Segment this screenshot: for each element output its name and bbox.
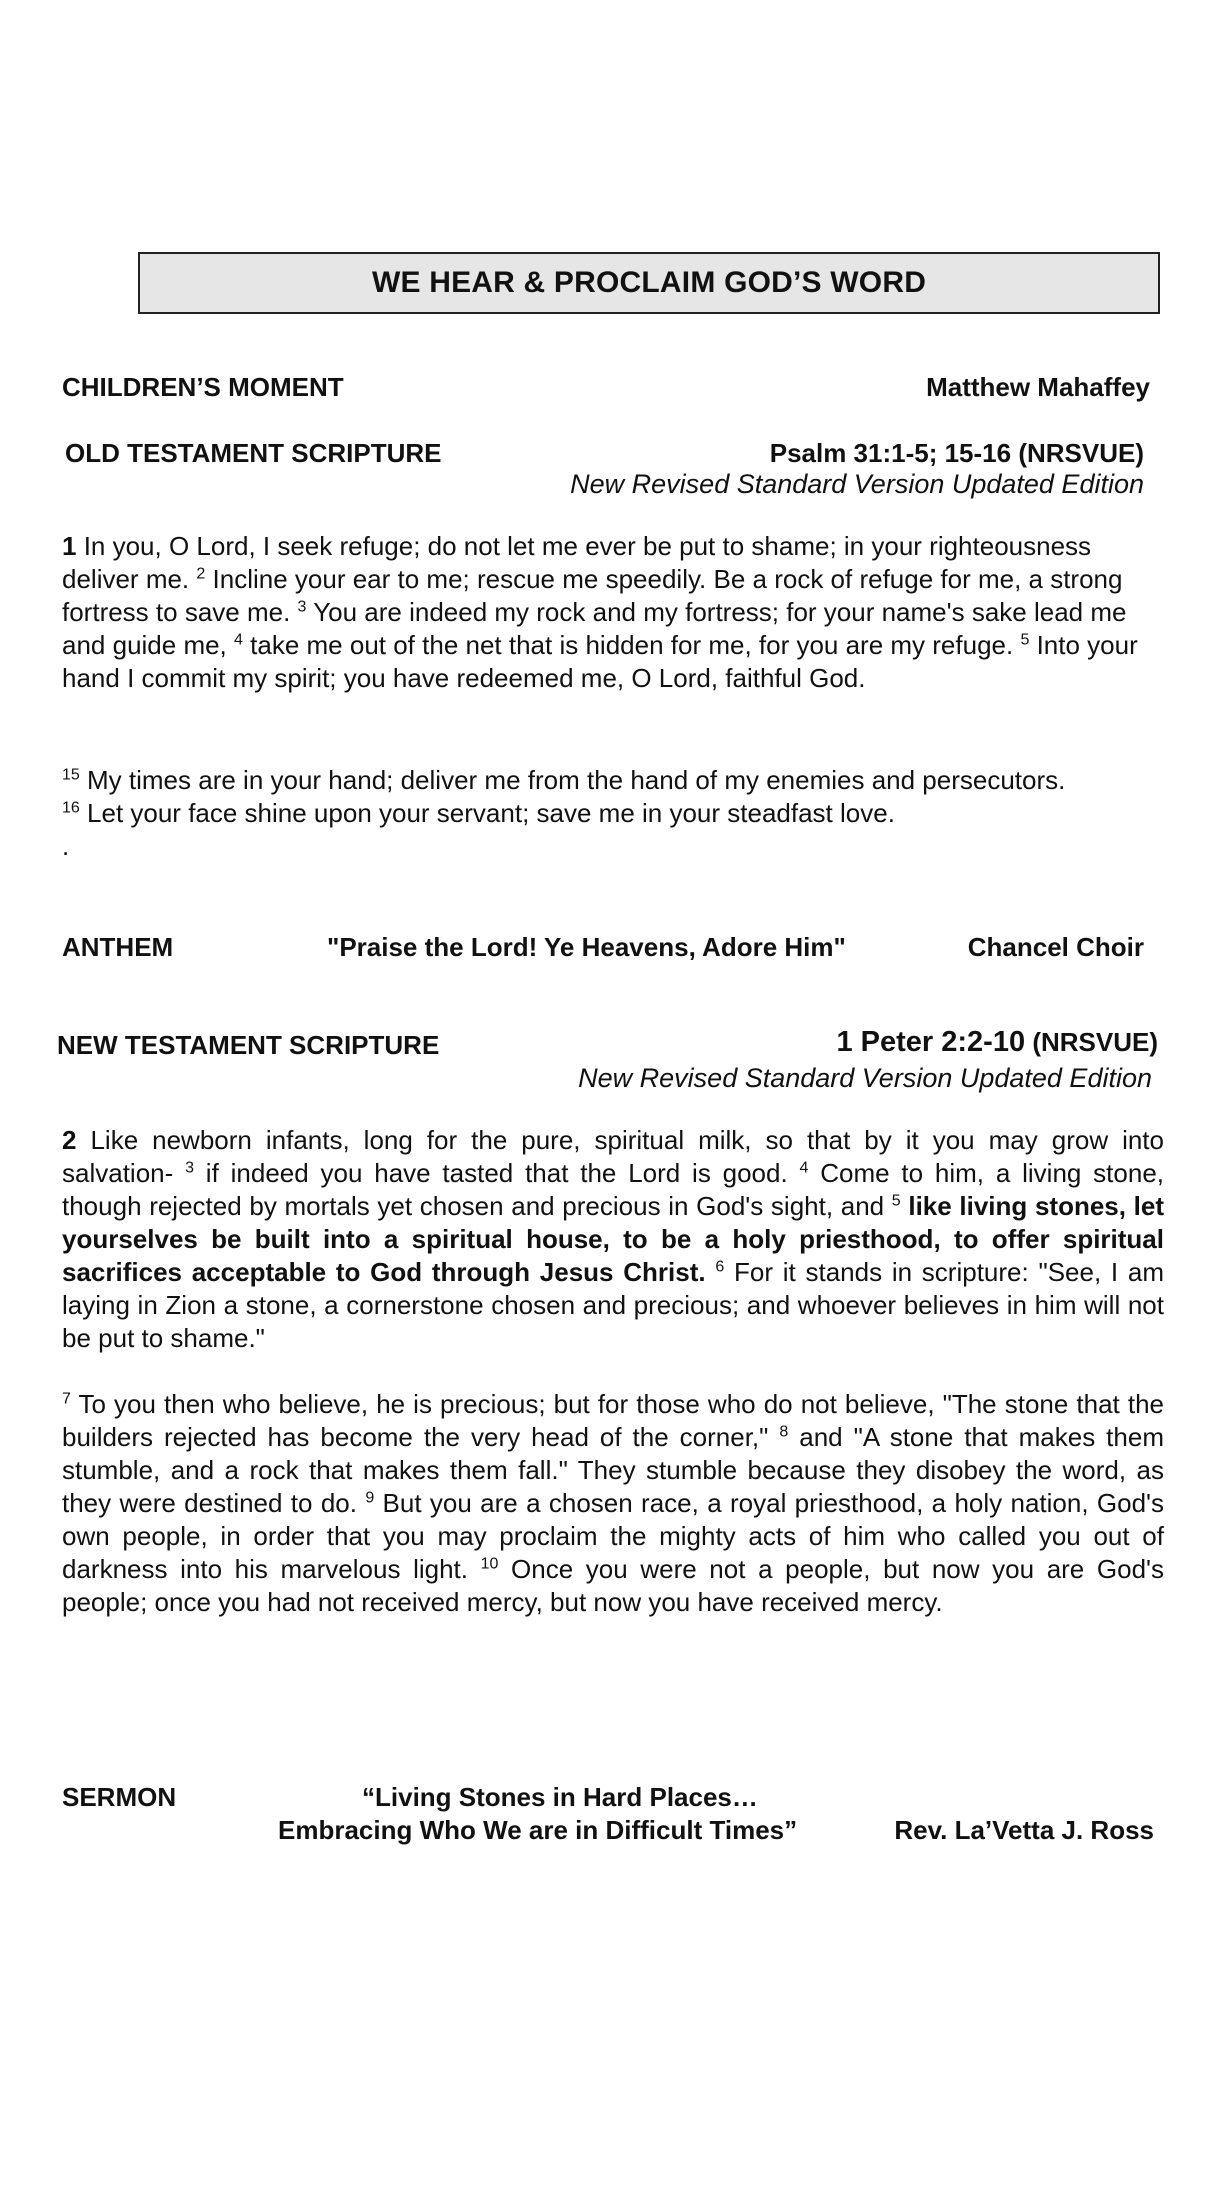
anthem-label: ANTHEM [62,932,174,962]
verse-text: Into your hand I commit my spirit; you have redeemed me, O Lord, faithful God. [62,630,1138,693]
highlighted-verse-text: like living stones, let yourselves be built into a spiritual house, to be a holy priesthood, to offer spiritual sacrifices acceptable to God through Jesus Christ. [62,1191,1164,1287]
new-testament-reference-version: (NRSVUE) [1025,1027,1158,1057]
verse-number: 15 [62,766,80,784]
section-title: WE HEAR & PROCLAIM GOD’S WORD [371,266,927,299]
verse-text: My times are in your hand; deliver me from the hand of my enemies and persecutors. [79,765,1066,795]
verse-number: 3 [185,1159,194,1177]
childrens-moment-leader: Matthew Mahaffey [926,372,1150,402]
verse-text: But you are a chosen race, a royal priesthood, a holy nation, God's own people, in order that you may proclaim the mighty acts of him who called you out of darkness into his marvelous light. [62,1488,1164,1584]
section-header-box [138,252,1160,314]
old-testament-version: New Revised Standard Version Updated Edition [570,469,1144,499]
verse-text: and "A stone that makes them stumble, and a rock that makes them fall." They stumble because they disobey the word, as they were destined to do. [62,1422,1164,1518]
new-testament-passage [62,1124,1164,1355]
verse-text: Once you were not a people, but now you are God's people; once you had not received mercy, but now you have received mercy. [62,1554,1164,1617]
verse-text: To you then who believe, he is precious; but for those who do not believe, "The stone that the builders rejected has become the very head of the corner," [62,1389,1164,1452]
verse-text: You are indeed my rock and my fortress; for your name's sake lead me and guide me, [62,597,1127,660]
verse-text: Come to him, a living stone, though rejected by mortals yet chosen and precious in God's sight, and [62,1158,1164,1221]
verse-text: In you, O Lord, I seek refuge; do not let me ever be put to shame; in your righteousness deliver me. [62,531,1092,594]
sermon-label: SERMON [62,1782,177,1812]
anthem-title: "Praise the Lord! Ye Heavens, Adore Him" [327,932,846,962]
psalm-paragraph-1 [62,530,1152,695]
verse-number: 10 [480,1555,499,1573]
verse-number: 4 [234,631,243,649]
old-testament-label: OLD TESTAMENT SCRIPTURE [65,438,442,468]
old-testament-reference: Psalm 31:1-5; 15-16 (NRSVUE) [769,438,1144,468]
verse-text: For it stands in scripture: "See, I am laying in Zion a stone, a cornerstone chosen and precious; and whoever believes in him will not be put to shame." [62,1257,1164,1353]
psalm-paragraph-2 [62,764,1172,863]
trailing-dot: . [62,831,70,861]
new-testament-reference-main: 1 Peter 2:2-10 [836,1026,1026,1058]
verse-number: 6 [715,1258,725,1276]
verse-gap [706,1257,716,1287]
verse-text: if indeed you have tasted that the Lord is good. [194,1158,800,1188]
verse-number: 4 [799,1159,809,1177]
verse-text: Like newborn infants, long for the pure, spiritual milk, so that by it you may grow into salvation- [62,1125,1164,1188]
new-testament-label: NEW TESTAMENT SCRIPTURE [57,1030,440,1060]
verse-number: 1 [62,531,77,561]
childrens-moment-label: CHILDREN’S MOMENT [62,372,344,402]
new-testament-passage-2 [62,1388,1164,1619]
verse-number: 2 [196,565,206,583]
peter-paragraph-2 [62,1388,1164,1619]
verse-number: 3 [297,598,307,616]
old-testament-passage-2 [62,764,1172,863]
verse-text: Incline your ear to me; rescue me speedily. Be a rock of refuge for me, a strong fortress to save me. [62,564,1123,627]
verse-number: 5 [891,1192,901,1210]
verse-number: 8 [779,1423,789,1441]
verse-number: 9 [365,1489,375,1507]
verse-number: 2 [62,1125,77,1155]
verse-text: Let your face shine upon your servant; save me in your steadfast love. [79,798,895,828]
old-testament-passage [62,530,1152,695]
sermon-preacher: Rev. La’Vetta J. Ross [894,1815,1154,1845]
sermon-title-line1: “Living Stones in Hard Places… [362,1782,758,1812]
sermon-title-line2: Embracing Who We are in Difficult Times” [278,1815,798,1845]
peter-paragraph-1 [62,1124,1164,1355]
verse-number: 5 [1020,631,1030,649]
verse-text: take me out of the net that is hidden for me, for you are my refuge. [242,630,1021,660]
anthem-performer: Chancel Choir [967,932,1144,962]
new-testament-version: New Revised Standard Version Updated Edition [578,1063,1152,1093]
verse-number: 7 [62,1390,71,1408]
verse-number: 16 [62,799,80,817]
new-testament-reference [836,1026,1158,1059]
